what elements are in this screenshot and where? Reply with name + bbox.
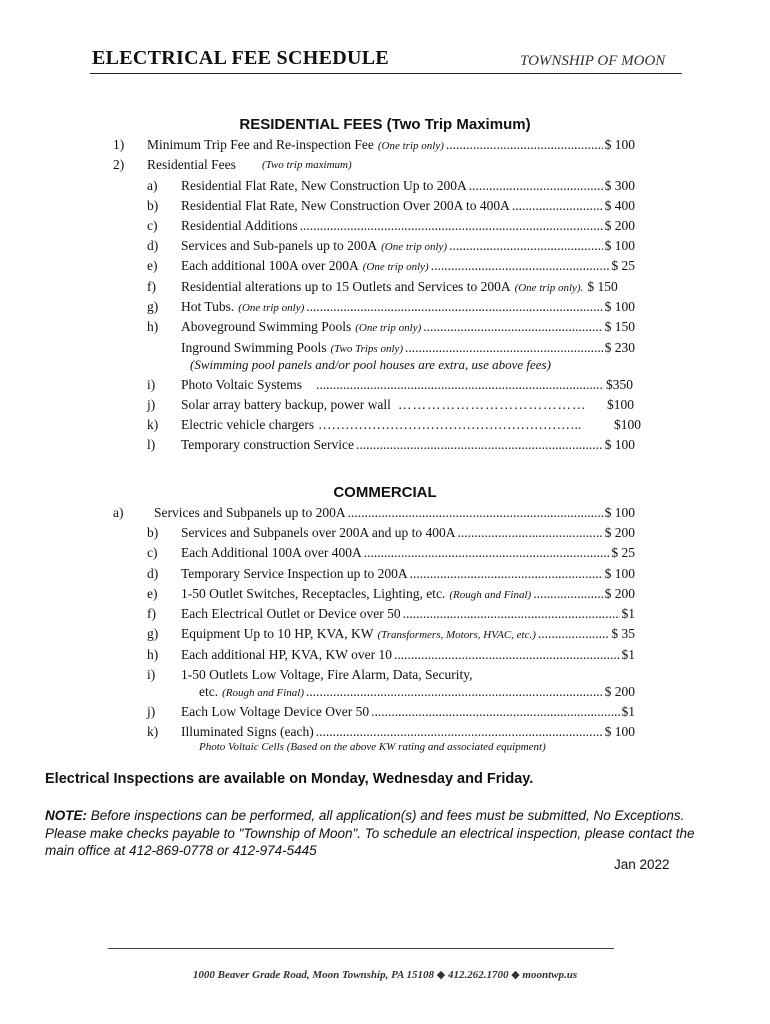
fee-row — [0, 504, 770, 522]
leader-dots — [410, 565, 603, 583]
item-marker: e) — [147, 258, 158, 273]
fee-row — [0, 396, 770, 414]
item-marker: g) — [147, 626, 159, 641]
leader-dots: ………………………………………………….. — [318, 417, 582, 432]
fee-row — [0, 217, 770, 235]
fee-amount: $ 35 — [611, 626, 635, 641]
fee-note: (Two trip maximum) — [262, 159, 352, 171]
township-name: TOWNSHIP OF MOON — [520, 53, 666, 69]
item-marker: k) — [147, 724, 159, 739]
fee-row — [0, 625, 770, 643]
item-marker: c) — [147, 545, 158, 560]
fee-label: Hot Tubs. — [181, 299, 235, 314]
fee-row — [0, 197, 770, 215]
item-marker: g) — [147, 299, 159, 314]
item-marker: 2) — [113, 157, 125, 172]
leader-dots — [446, 136, 603, 154]
footer-rule — [108, 948, 614, 949]
fee-note: (One trip only) — [355, 322, 422, 334]
fee-row — [0, 544, 770, 562]
fee-row — [0, 646, 770, 664]
item-marker: i) — [147, 667, 156, 682]
leader-dots — [405, 339, 603, 357]
fee-label: Minimum Trip Fee and Re-inspection Fee — [147, 137, 374, 152]
item-marker: i) — [147, 377, 156, 392]
pool-note: (Swimming pool panels and/or pool houses are extra, use above fees) — [190, 357, 551, 372]
leader-dots — [356, 436, 603, 454]
fee-amount: $ 100 — [604, 299, 635, 314]
item-marker: b) — [147, 198, 159, 213]
note-text: Before inspections can be performed, all application(s) and fees must be submitted, No Exceptions. Please make checks payable to "Township of Moon". To schedule an electrical inspection, please contact the main office at 412-869-0778 or 412-974-5445 — [45, 808, 695, 858]
item-marker: d) — [147, 238, 159, 253]
item-marker: h) — [147, 647, 159, 662]
fee-row — [0, 278, 770, 296]
fee-label: Residential alterations up to 15 Outlets and Services to 200A — [181, 279, 511, 294]
item-marker: k) — [147, 417, 159, 432]
note-block — [45, 807, 705, 860]
fee-row — [0, 436, 770, 454]
revision-date: Jan 2022 — [614, 857, 670, 872]
fee-label: 1-50 Outlet Switches, Receptacles, Lighting, etc. — [181, 586, 446, 601]
fee-label: Solar array battery backup, power wall — [181, 397, 391, 412]
fee-row — [0, 156, 770, 174]
leader-dots — [348, 504, 603, 522]
fee-row-continued — [0, 683, 770, 701]
leader-dots — [364, 544, 610, 562]
fee-label: Residential Additions — [181, 218, 298, 233]
leader-dots — [469, 177, 603, 195]
footer-address: 1000 Beaver Grade Road, Moon Township, PA 15108 ◆ 412.262.1700 ◆ moontwp.us — [192, 969, 578, 981]
fee-label: Residential Fees — [147, 157, 236, 172]
fee-amount: $ 200 — [604, 525, 635, 540]
fee-note: (Transformers, Motors, HVAC, etc.) — [377, 629, 536, 641]
fee-label: Each Electrical Outlet or Device over 50 — [181, 606, 401, 621]
leader-dots — [533, 585, 602, 603]
fee-row — [0, 666, 770, 684]
fee-amount: $ 400 — [604, 198, 635, 213]
fee-label: Aboveground Swimming Pools — [181, 319, 352, 334]
fee-row — [0, 339, 770, 357]
fee-row — [0, 376, 770, 394]
item-marker: f) — [147, 279, 156, 294]
fee-note: (Rough and Final) — [222, 687, 305, 699]
fee-label: Inground Swimming Pools — [181, 340, 327, 355]
fee-amount: $ 200 — [604, 218, 635, 233]
leader-dots — [538, 625, 609, 643]
leader-dots — [449, 237, 603, 255]
pv-note: Photo Voltaic Cells (Based on the above KW rating and associated equipment) — [199, 741, 546, 753]
fee-note: (Rough and Final) — [449, 589, 532, 601]
item-marker: l) — [147, 437, 156, 452]
leader-dots — [306, 298, 602, 316]
fee-amount: $ 150 — [604, 319, 635, 334]
availability-text: Electrical Inspections are available on Monday, Wednesday and Friday. — [45, 771, 534, 787]
leader-dots — [512, 197, 603, 215]
fee-amount: $100 — [614, 417, 641, 432]
fee-amount: $ 200 — [604, 684, 635, 699]
leader-dots — [371, 703, 619, 721]
fee-label: Each additional 100A over 200A — [181, 258, 359, 273]
fee-label: Services and Subpanels up to 200A — [154, 505, 346, 520]
leader-dots — [423, 318, 602, 336]
fee-label: Services and Subpanels over 200A and up to 400A — [181, 525, 456, 540]
fee-row — [0, 177, 770, 195]
leader-dots — [316, 723, 603, 741]
fee-amount: $ 25 — [611, 545, 635, 560]
fee-amount: $ 25 — [611, 258, 635, 273]
fee-row — [0, 136, 770, 154]
fee-row — [0, 257, 770, 275]
fee-label: Electric vehicle chargers — [181, 417, 315, 432]
fee-amount: $ 200 — [604, 586, 635, 601]
fee-row — [0, 605, 770, 623]
header-rule — [90, 73, 682, 74]
fee-note: (One trip only). — [514, 282, 584, 294]
note-label: NOTE: — [45, 808, 87, 823]
fee-label: Each Low Voltage Device Over 50 — [181, 704, 370, 719]
fee-row — [0, 723, 770, 741]
fee-amount: $100 — [607, 397, 634, 412]
fee-amount: $ 100 — [604, 505, 635, 520]
fee-note: (One trip only) — [381, 241, 448, 253]
item-marker: d) — [147, 566, 159, 581]
leader-dots — [300, 217, 603, 235]
item-marker: 1) — [113, 137, 125, 152]
fee-note: (One trip only) — [377, 140, 444, 152]
leader-dots — [394, 646, 620, 664]
item-marker: j) — [147, 704, 156, 719]
residential-heading: RESIDENTIAL FEES (Two Trip Maximum) — [239, 116, 531, 133]
fee-row — [0, 237, 770, 255]
fee-row — [0, 703, 770, 721]
fee-row — [0, 585, 770, 603]
fee-label: 1-50 Outlets Low Voltage, Fire Alarm, Data, Security, — [181, 667, 473, 682]
item-marker: f) — [147, 606, 156, 621]
fee-label: Temporary construction Service — [181, 437, 354, 452]
fee-amount: $350 — [606, 377, 633, 392]
fee-label: Residential Flat Rate, New Construction Over 200A to 400A — [181, 198, 510, 213]
fee-row — [0, 298, 770, 316]
leader-dots — [306, 683, 603, 701]
fee-label: Photo Voltaic Systems — [181, 377, 303, 392]
commercial-heading: COMMERCIAL — [333, 484, 437, 501]
item-marker: c) — [147, 218, 158, 233]
fee-note: (Two Trips only) — [330, 343, 404, 355]
leader-dots — [457, 524, 602, 542]
item-marker: e) — [147, 586, 158, 601]
fee-label: Each additional HP, KVA, KW over 10 — [181, 647, 392, 662]
fee-row — [0, 318, 770, 336]
leader-dots: ………………………………… — [398, 397, 587, 412]
fee-amount: $ 100 — [604, 566, 635, 581]
fee-amount: $1 — [621, 606, 635, 621]
fee-note: (One trip only) — [362, 261, 429, 273]
fee-row — [0, 565, 770, 583]
fee-label: Illuminated Signs (each) — [181, 724, 314, 739]
fee-label: Services and Sub-panels up to 200A — [181, 238, 378, 253]
fee-note: (One trip only) — [238, 302, 305, 314]
leader-dots — [403, 605, 620, 623]
fee-label: Each Additional 100A over 400A — [181, 545, 362, 560]
leader-dots — [431, 257, 610, 275]
fee-label: Temporary Service Inspection up to 200A — [181, 566, 408, 581]
fee-amount: $ 100 — [604, 238, 635, 253]
fee-label: Residential Flat Rate, New Construction Up to 200A — [181, 178, 467, 193]
fee-amount: $1 — [621, 704, 635, 719]
fee-row — [0, 416, 770, 434]
fee-label: Equipment Up to 10 HP, KVA, KW — [181, 626, 374, 641]
item-marker: b) — [147, 525, 159, 540]
leader-dots — [316, 376, 604, 394]
fee-amount: $ 150 — [587, 279, 618, 294]
item-marker: h) — [147, 319, 159, 334]
fee-label: etc. — [199, 684, 219, 699]
fee-amount: $ 300 — [604, 178, 635, 193]
fee-row — [0, 524, 770, 542]
document-title: ELECTRICAL FEE SCHEDULE — [92, 47, 389, 69]
fee-amount: $ 100 — [604, 437, 635, 452]
item-marker: a) — [147, 178, 158, 193]
fee-amount: $1 — [621, 647, 635, 662]
fee-amount: $ 100 — [604, 724, 635, 739]
fee-amount: $ 100 — [604, 137, 635, 152]
item-marker: j) — [147, 397, 156, 412]
item-marker: a) — [113, 505, 124, 520]
fee-amount: $ 230 — [604, 340, 635, 355]
